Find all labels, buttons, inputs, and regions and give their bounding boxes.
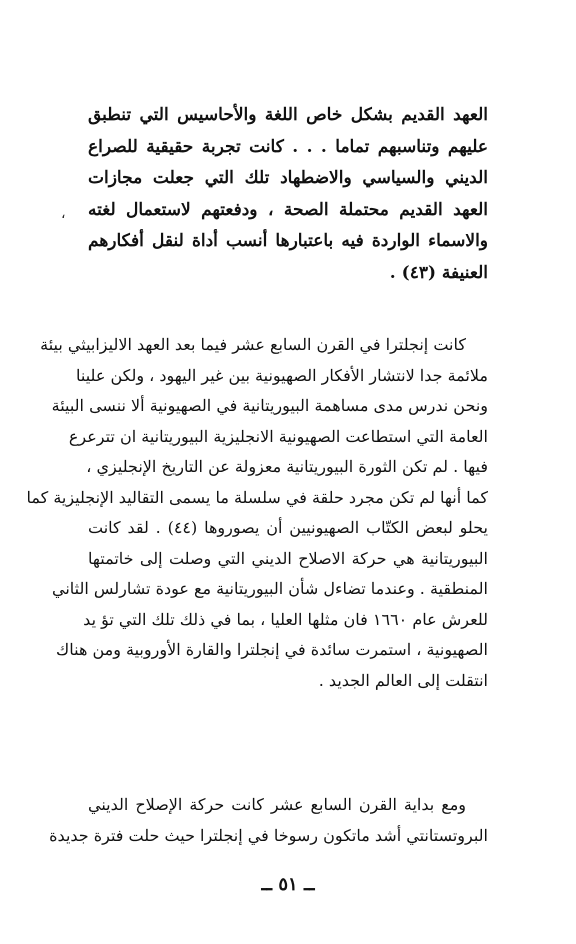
quote-line: والاسماء الواردة فيه باعتبارها أنسب أداة لنقل أفكارهم (88, 231, 488, 251)
paragraph-line: ونحن ندرس مدى مساهمة البيوريتانية في الصهيونية ألا ننسى البيئة (51, 396, 488, 415)
block-quote (88, 100, 488, 289)
paragraph-line: البيوريتانية هي حركة الاصلاح الديني التي وصلت إلى خاتمتها (88, 548, 488, 568)
paragraph-line: كانت إنجلترا في القرن السابع عشر فيما بعد العهد الاليزابيثي بيئة (40, 335, 466, 354)
paragraph-line: البروتستانتي أشد ماتكون رسوخا في إنجلترا حيث حلت فترة جديدة (49, 825, 488, 845)
paragraph-line: للعرش عام ١٦٦٠ فان مثلها العليا ، بما في ذلك تلك التي تؤ يد (83, 609, 488, 629)
paragraph-line: ملائمة جدا لانتشار الأفكار الصهيونية بين غير اليهود ، ولكن علينا (75, 365, 488, 385)
paragraph-line: فيها . لم تكن الثورة البيوريتانية معزولة عن التاريخ الإنجليزي ، (86, 457, 488, 476)
paragraph-line: الصهيونية ، استمرت سائدة في إنجلترا والقارة الأوروبية ومن هناك (56, 640, 488, 659)
margin-mark: ، (61, 206, 66, 222)
paragraph-line: كما أنها لم تكن مجرد حلقة في سلسلة ما يسمى التقاليد الإنجليزية كما (26, 487, 488, 507)
paragraph-line: المنطقية . وعندما تضاءل شأن البيوريتانية مع عودة تشارلس الثاني (51, 579, 488, 598)
paragraph-line: العامة التي استطاعت الصهيونية الانجليزية البيوريتانية ان تترعرع (68, 426, 488, 446)
quote-line: عليهم وتناسبهم تماما . . . كانت تجربة حقيقية للصراع (88, 136, 488, 157)
quote-line: العهد القديم محتملة الصحة ، ودفعتهم لاستعمال لغته (88, 199, 488, 220)
paragraph-1 (26, 330, 488, 696)
paragraph-line: ومع بداية القرن السابع عشر كانت حركة الإصلاح الديني (88, 795, 466, 814)
paragraph-line: انتقلت إلى العالم الجديد . (318, 670, 488, 690)
page-number: ــ ٥١ ــ (261, 874, 315, 895)
quote-line: العنيفة (٤٣) . (389, 262, 488, 283)
paragraph-2 (49, 790, 488, 851)
paragraph-line: يحلو لبعض الكتّاب الصهيونيين أن يصوروها (٤٤) . لقد كانت (88, 518, 488, 537)
quote-line: العهد القديم بشكل خاص اللغة والأحاسيس التي تنطبق (88, 105, 488, 125)
quote-line: الديني والسياسي والاضطهاد تلك التي جعلت مجازات (88, 168, 488, 188)
